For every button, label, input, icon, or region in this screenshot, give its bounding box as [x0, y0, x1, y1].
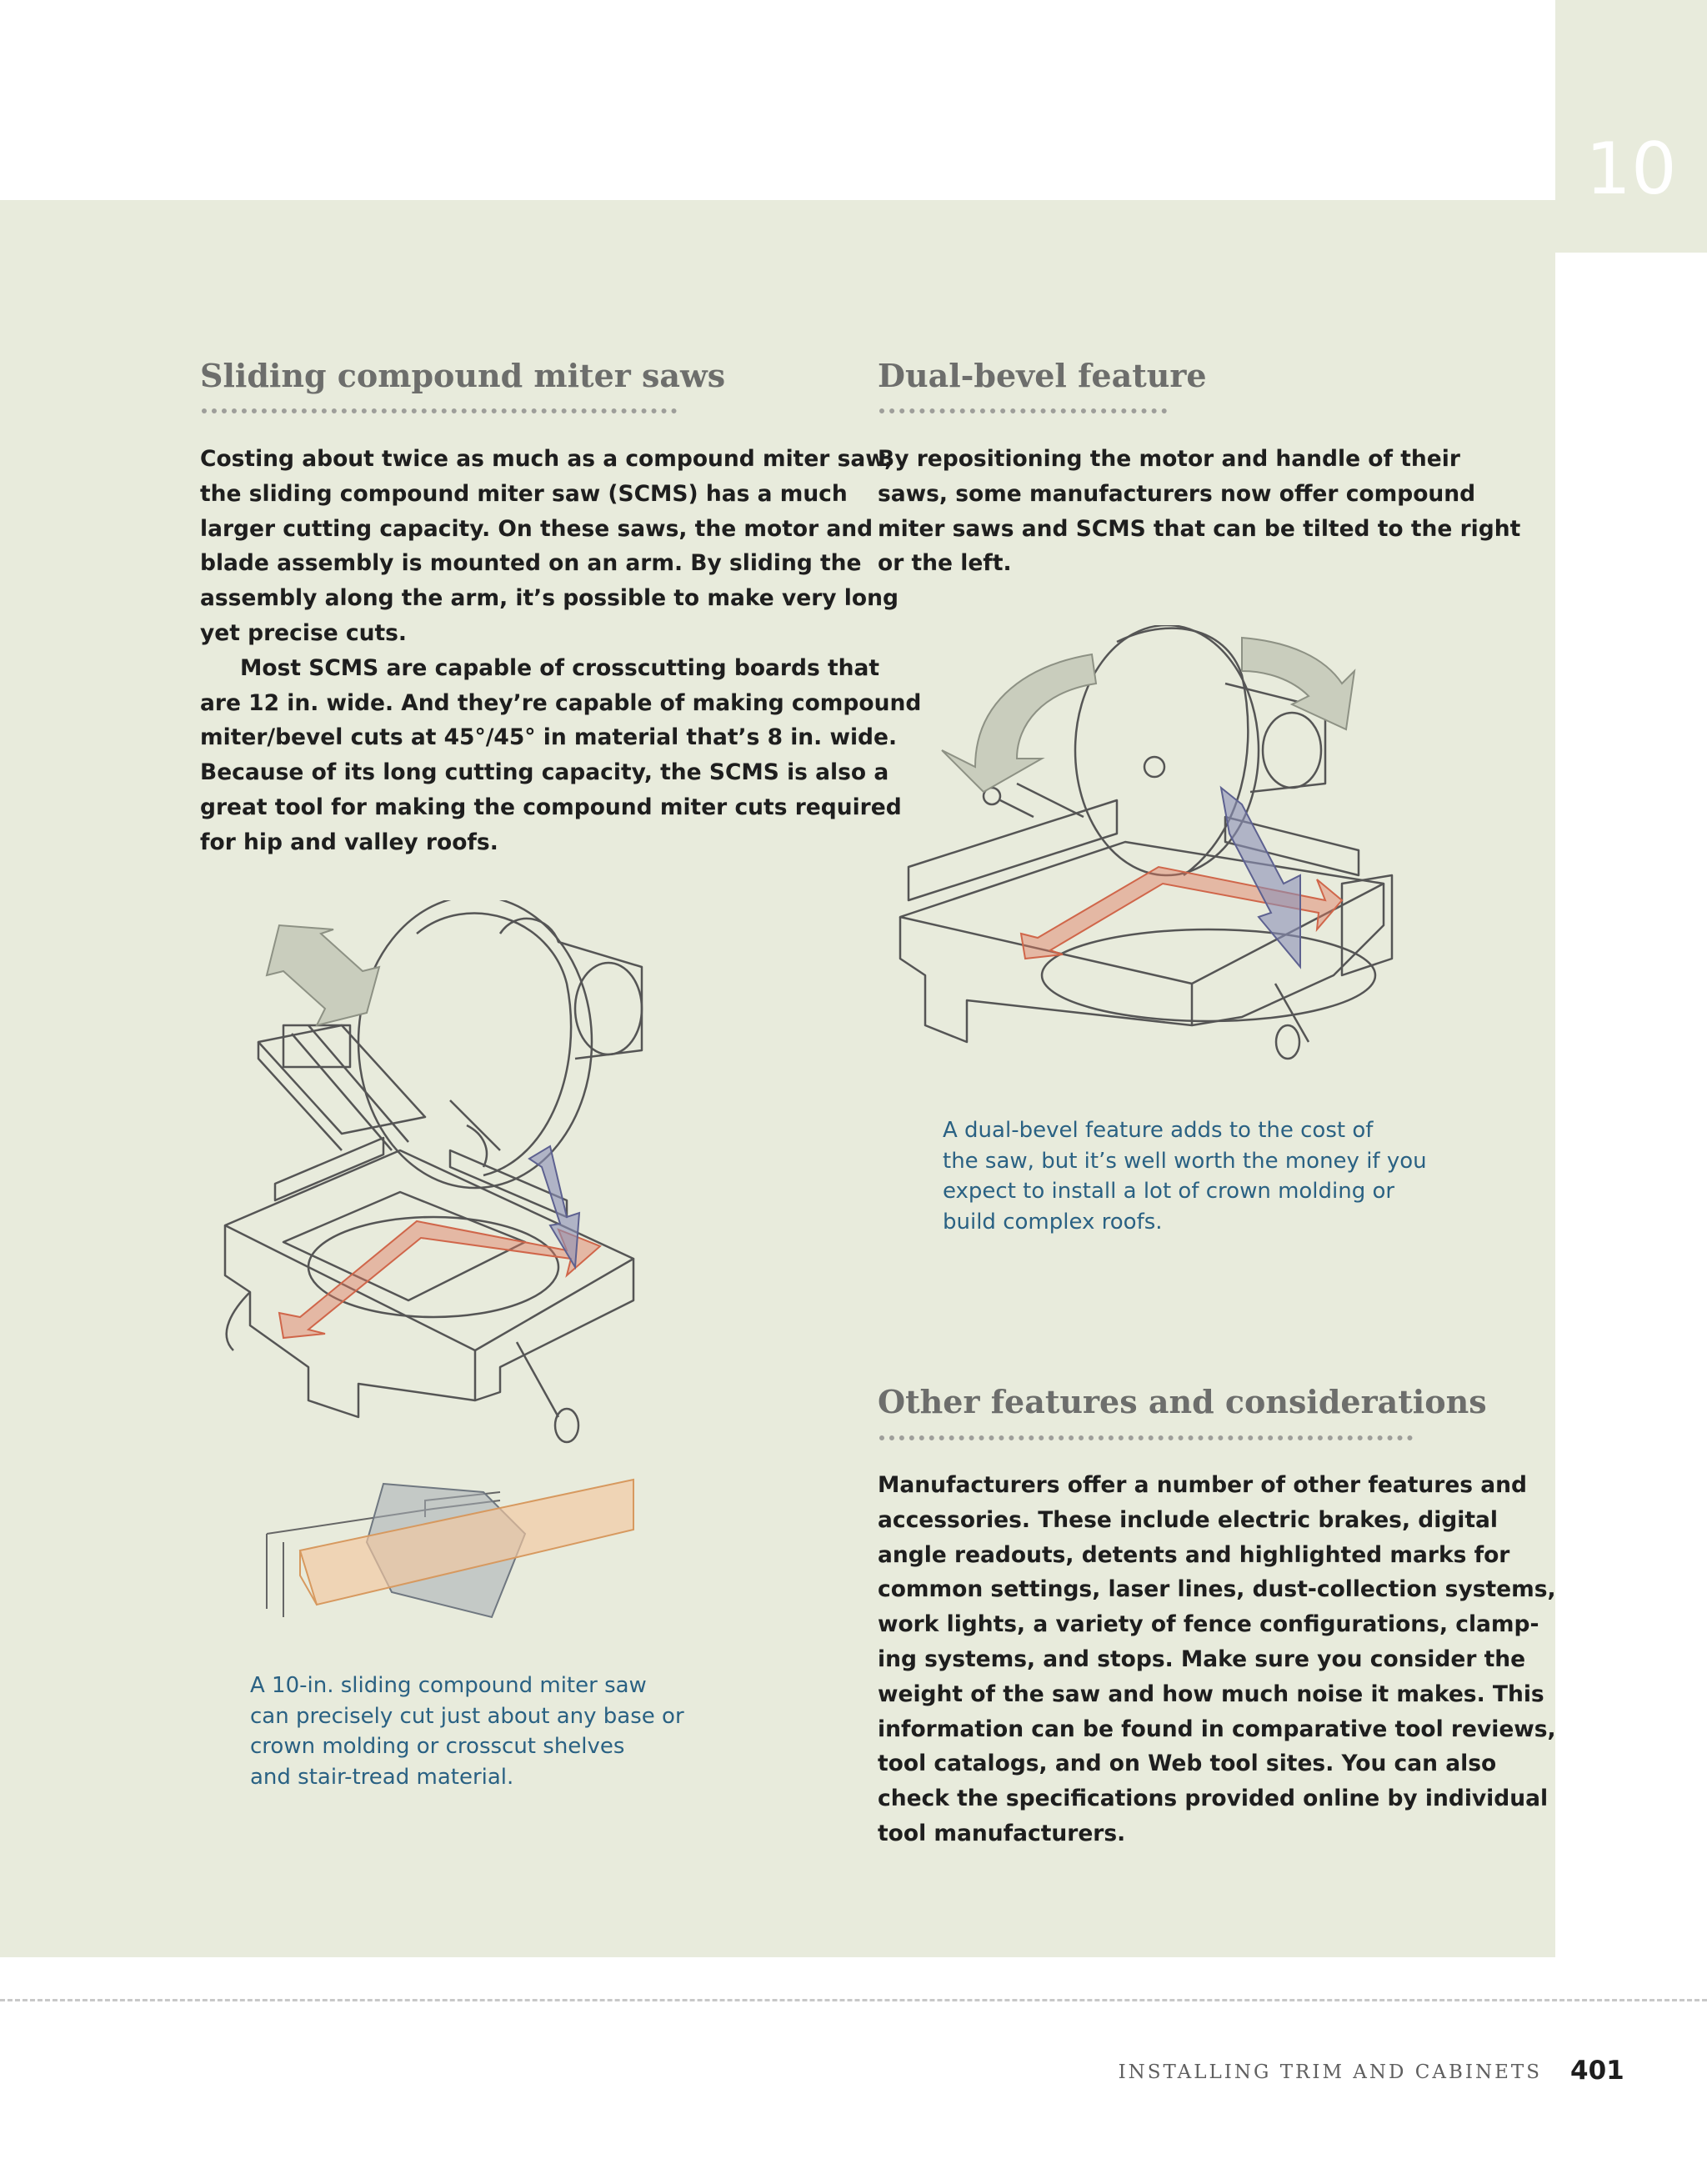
text-line: common settings, laser lines, dust-collection systems, [878, 1576, 1556, 1603]
caption-line: crown molding or crosscut shelves [250, 1734, 625, 1760]
bevel-arrow [1221, 788, 1300, 967]
heading-sliding-compound-miter-saws: Sliding compound miter saws [200, 357, 726, 394]
text-line: Because of its long cutting capacity, the SCMS is also a [200, 759, 889, 786]
heading-other-features: Other features and considerations [878, 1383, 1487, 1420]
chapter-tab [1555, 0, 1707, 253]
running-head: INSTALLING TRIM AND CABINETS [1118, 2061, 1542, 2083]
text-line: weight of the saw and how much noise it makes. This [878, 1681, 1544, 1707]
caption-line: expect to install a lot of crown molding or [943, 1179, 1395, 1205]
footer-divider [0, 1999, 1707, 2001]
text-line: check the specifications provided online by individual [878, 1786, 1549, 1812]
caption-line: the saw, but it’s well worth the money if you [943, 1148, 1427, 1174]
text-line: are 12 in. wide. And they’re capable of making compound [200, 689, 922, 716]
text-line: ing systems, and stops. Make sure you consider the [878, 1646, 1526, 1672]
heading-rule [879, 1435, 1413, 1440]
molding-cut-illustration [250, 1467, 642, 1634]
blade [358, 900, 592, 1188]
miter-cut-arrow [279, 1221, 600, 1338]
scms-body-text [200, 442, 922, 860]
text-line: assembly along the arm, it’s possible to make very long [200, 585, 899, 612]
heading-dual-bevel-feature: Dual-bevel feature [878, 357, 1207, 394]
fence [909, 800, 1117, 900]
text-line: larger cutting capacity. On these saws, the motor and [200, 515, 874, 542]
dual-bevel-illustration [892, 625, 1409, 1092]
text-line: for hip and valley roofs. [200, 829, 498, 855]
text-line: By repositioning the motor and handle of their [878, 446, 1460, 472]
dual-bevel-body-text [878, 442, 1528, 581]
tilt-left-arrow [942, 654, 1096, 792]
scms-caption [250, 1671, 717, 1793]
tilt-right-arrow [1242, 638, 1354, 729]
slide-arrow [267, 925, 379, 1025]
page-number: 401 [1570, 2056, 1624, 2086]
caption-line: A dual-bevel feature adds to the cost of [943, 1118, 1374, 1143]
scms-illustration [200, 900, 667, 1450]
text-line: information can be found in comparative tool reviews, [878, 1716, 1556, 1742]
text-line: tool manufacturers. [878, 1820, 1126, 1846]
other-features-body-text [878, 1468, 1556, 1851]
chapter-number: 10 [1585, 128, 1677, 211]
text-line: accessories. These include electric brakes, digital [878, 1506, 1498, 1533]
text-line: tool catalogs, and on Web tool sites. You can also [878, 1751, 1497, 1777]
text-line: blade assembly is mounted on an arm. By sliding the [200, 550, 862, 577]
text-line: or the left. [878, 550, 1012, 577]
text-line: Costing about twice as much as a compound miter saw, [200, 446, 894, 472]
scms-paragraph-1 [200, 442, 899, 651]
caption-line: build complex roofs. [943, 1210, 1163, 1235]
text-line: angle readouts, detents and highlighted marks for [878, 1541, 1510, 1568]
text-line: yet precise cuts. [200, 619, 407, 646]
scms-paragraph-2 [200, 651, 922, 860]
text-line: Most SCMS are capable of crosscutting boards that [240, 654, 880, 681]
text-line: the sliding compound miter saw (SCMS) has a much [200, 480, 848, 507]
caption-line: can precisely cut just about any base or [250, 1703, 684, 1729]
text-line: great tool for making the compound miter cuts required [200, 794, 902, 820]
dual-bevel-caption [943, 1115, 1476, 1238]
text-line: miter saws and SCMS that can be tilted to the right [878, 515, 1521, 542]
heading-rule [202, 408, 677, 413]
text-line: Manufacturers offer a number of other features and [878, 1472, 1528, 1498]
text-line: work lights, a variety of fence configurations, clamp- [878, 1611, 1539, 1638]
handle [517, 1342, 558, 1417]
text-line: saws, some manufacturers now offer compound [878, 480, 1476, 507]
caption-line: A 10-in. sliding compound miter saw [250, 1673, 647, 1698]
caption-line: and stair-tread material. [250, 1765, 514, 1791]
fence [275, 1138, 383, 1200]
heading-rule [879, 408, 1167, 413]
text-line: miter/bevel cuts at 45°/45° in material that’s 8 in. wide. [200, 724, 898, 751]
